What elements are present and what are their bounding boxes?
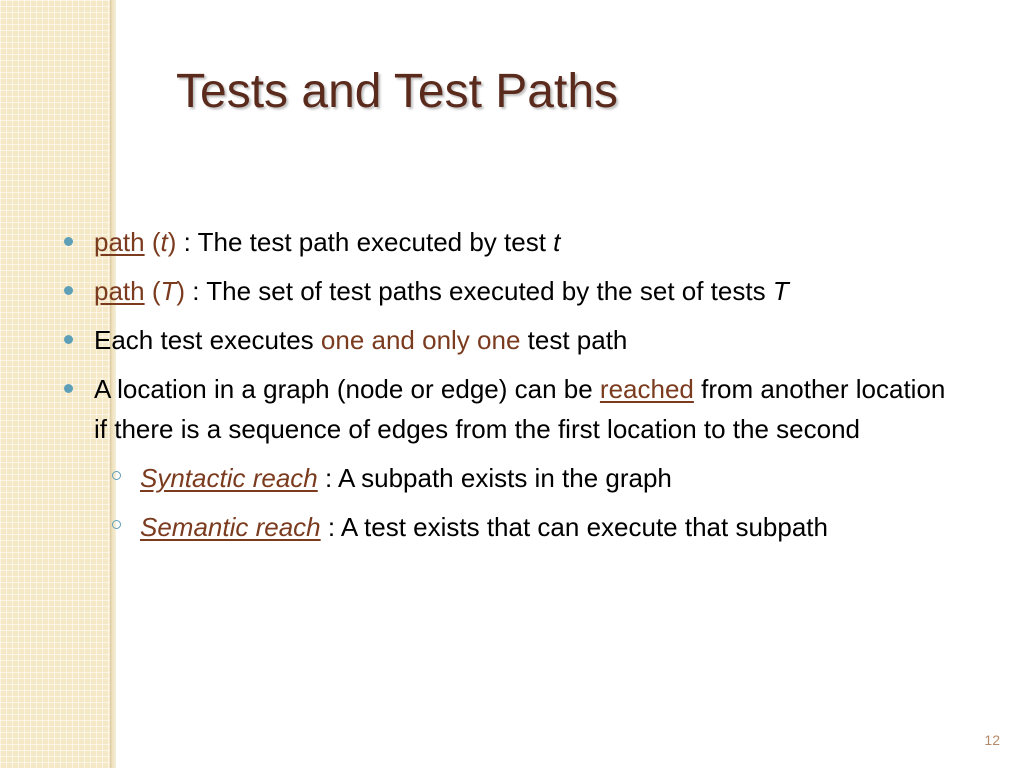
term-semantic-reach: Semantic reach — [140, 512, 321, 542]
sub-bullet-ring-icon — [112, 471, 121, 480]
bullet-item — [64, 369, 964, 449]
bullet-item — [64, 222, 964, 262]
paren-open: ( — [144, 227, 161, 257]
bullet-text: test path — [520, 325, 628, 355]
paren-open: ( — [144, 276, 161, 306]
bullet-item — [64, 320, 964, 360]
bullet-trail: T — [772, 276, 789, 306]
bullet-text: from another location if there is a sequence of edges from the first location to the second — [94, 374, 946, 444]
sub-bullet-item — [64, 458, 964, 498]
sub-bullet-text: : A test exists that can execute that subpath — [320, 512, 828, 542]
bullet-text: : The set of test paths executed by the set of tests — [185, 276, 773, 306]
term-path: path — [94, 227, 145, 257]
bullet-text: Each test executes — [94, 325, 321, 355]
sub-bullet-text: : A subpath exists in the graph — [317, 463, 672, 493]
path-arg: T — [160, 276, 177, 306]
term-syntactic-reach: Syntactic reach — [140, 463, 318, 493]
bullet-dot-icon — [64, 335, 73, 344]
page-number: 12 — [984, 732, 1000, 748]
paren-close: ) — [167, 227, 177, 257]
bullet-trail: t — [553, 227, 561, 257]
bullet-dot-icon — [64, 237, 73, 246]
highlight-text: one and only one — [320, 325, 521, 355]
bullet-text: A location in a graph (node or edge) can be — [94, 374, 600, 404]
term-path: path — [94, 276, 145, 306]
bullet-dot-icon — [64, 286, 73, 295]
term-reached: reached — [599, 374, 694, 404]
path-arg: t — [160, 227, 168, 257]
bullet-text: : The test path executed by test — [176, 227, 554, 257]
bullet-dot-icon — [64, 384, 73, 393]
bullet-item — [64, 271, 964, 311]
sub-bullet-item — [64, 507, 964, 547]
slide-title: Tests and Test Paths — [176, 65, 619, 118]
paren-close: ) — [176, 276, 186, 306]
slide-body — [64, 222, 964, 556]
sub-bullet-ring-icon — [112, 520, 121, 529]
